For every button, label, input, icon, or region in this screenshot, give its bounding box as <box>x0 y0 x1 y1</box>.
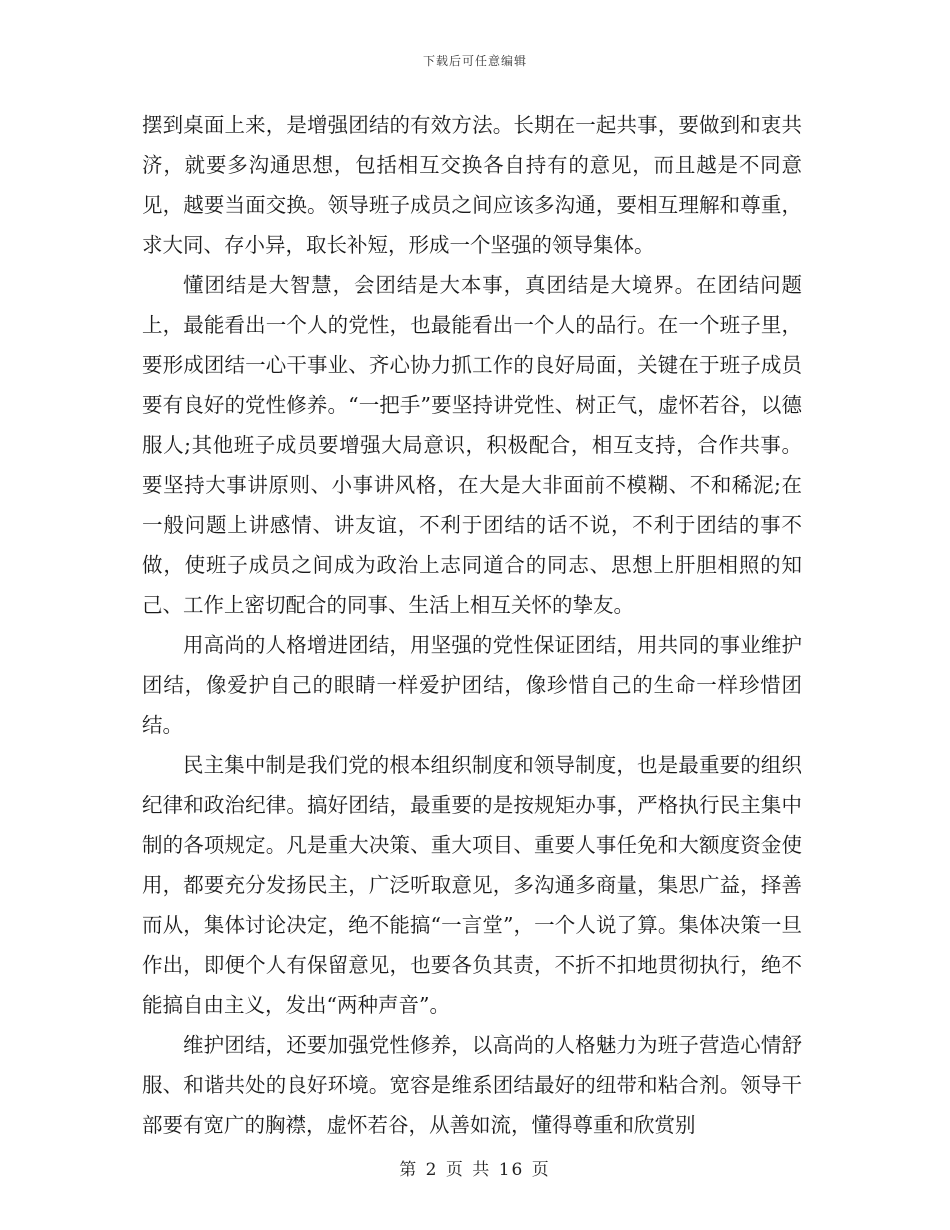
page-header: 下载后可任意编辑 <box>422 54 527 68</box>
paragraph-3: 用高尚的人格增进团结，用坚强的党性保证团结，用共同的事业维护团结，像爱护自己的眼睛一样爱护团结，像珍惜自己的生命一样珍惜团结。 <box>142 633 802 737</box>
paragraph-5: 维护团结，还要加强党性修养，以高尚的人格魅力为班子营造心情舒服、和谐共处的良好环境。宽容是维系团结最好的纽带和粘合剂。领导干部要有宽广的胸襟，虚怀若谷，从善如流，懂得尊重和欣赏别 <box>142 1033 802 1137</box>
paragraph-4: 民主集中制是我们党的根本组织制度和领导制度，也是最重要的组织纪律和政治纪律。搞好团结，最重要的是按规矩办事，严格执行民主集中制的各项规定。凡是重大决策、重大项目、重要人事任免和大额度资金使用，都要充分发扬民主，广泛听取意见，多沟通多商量，集思广益，择善而从，集体讨论决定，绝不能搞“一言堂”，一个人说了算。集体决策一旦作出，即便个人有保留意见，也要各负其责，不折不扣地贯彻执行，绝不能搞自由主义，发出“两种声音”。 <box>142 753 802 1017</box>
page-number-footer: 第 2 页 共 16 页 <box>399 1160 551 1180</box>
paragraph-1: 摆到桌面上来，是增强团结的有效方法。长期在一起共事，要做到和衷共济，就要多沟通思想，包括相互交换各自持有的意见，而且越是不同意见，越要当面交换。领导班子成员之间应该多沟通，要相互理解和尊重，求大同、存小异，取长补短，形成一个坚强的领导集体。 <box>142 113 802 257</box>
document-body <box>142 105 802 1145</box>
paragraph-2: 懂团结是大智慧，会团结是大本事，真团结是大境界。在团结问题上，最能看出一个人的党性，也最能看出一个人的品行。在一个班子里，要形成团结一心干事业、齐心协力抓工作的良好局面，关键在于班子成员要有良好的党性修养。“一把手”要坚持讲党性、树正气，虚怀若谷，以德服人;其他班子成员要增强大局意识，积极配合，相互支持，合作共事。要坚持大事讲原则、小事讲风格，在大是大非面前不模糊、不和稀泥;在一般问题上讲感情、讲友谊，不利于团结的话不说，不利于团结的事不做，使班子成员之间成为政治上志同道合的同志、思想上肝胆相照的知己、工作上密切配合的同事、生活上相互关怀的挚友。 <box>142 273 802 617</box>
